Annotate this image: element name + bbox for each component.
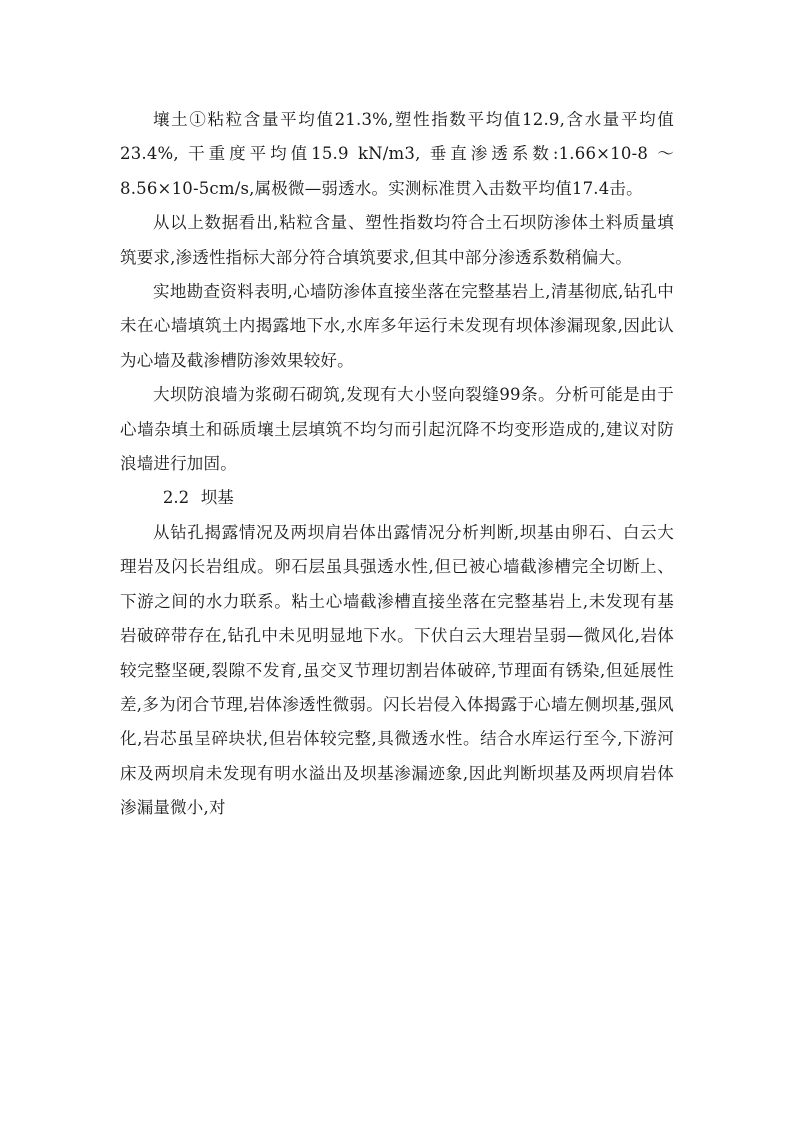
document-body — [120, 103, 674, 826]
section-number: 2.2 — [162, 488, 190, 508]
section-heading — [120, 481, 674, 515]
paragraph-dam-foundation: 从钻孔揭露情况及两坝肩岩体出露情况分析判断,坝基由卵石、白云大理岩及闪长岩组成。卵石层虽具强透水性,但已被心墙截渗槽完全切断上、下游之间的水力联系。粘土心墙截渗槽直接坐落在完整基岩上,未发现有基岩破碎带存在,钻孔中未见明显地下水。下伏白云大理岩呈弱—微风化,岩体较完整坚硬,裂隙不发育,虽交叉节理切割岩体破碎,节理面有锈染,但延展性差,多为闭合节理,岩体渗透性微弱。闪长岩侵入体揭露于心墙左侧坝基,强风化,岩芯虽呈碎块状,但岩体较完整,具微透水性。结合水库运行至今,下游河床及两坝肩未发现有明水溢出及坝基渗漏迹象,因此判断坝基及两坝肩岩体渗漏量微小,对 — [120, 522, 674, 818]
paragraph-loam-properties: 壤土①粘粒含量平均值21.3%,塑性指数平均值12.9,含水量平均值23.4%, 干重度平均值15.9 kN/m3, 垂直渗透系数:1.66×10-8 ～8.56×10-5cm/s,属极微—弱透水。实测标准贯入击数平均值17.4击。 — [120, 110, 674, 198]
paragraph-data-analysis: 从以上数据看出,粘粒含量、塑性指数均符合土石坝防渗体土料质量填筑要求,渗透性指标大部分符合填筑要求,但其中部分渗透系数稍偏大。 — [120, 213, 674, 267]
paragraph-wave-wall: 大坝防浪墙为浆砌石砌筑,发现有大小竖向裂缝99条。分析可能是由于心墙杂填土和砾质壤土层填筑不均匀而引起沉降不均变形造成的,建议对防浪墙进行加固。 — [120, 385, 674, 474]
paragraph-field-survey: 实地勘查资料表明,心墙防渗体直接坐落在完整基岩上,清基彻底,钻孔中未在心墙填筑土内揭露地下水,水库多年运行未发现有坝体渗漏现象,因此认为心墙及截渗槽防渗效果较好。 — [120, 282, 674, 370]
section-title: 坝基 — [200, 488, 234, 508]
